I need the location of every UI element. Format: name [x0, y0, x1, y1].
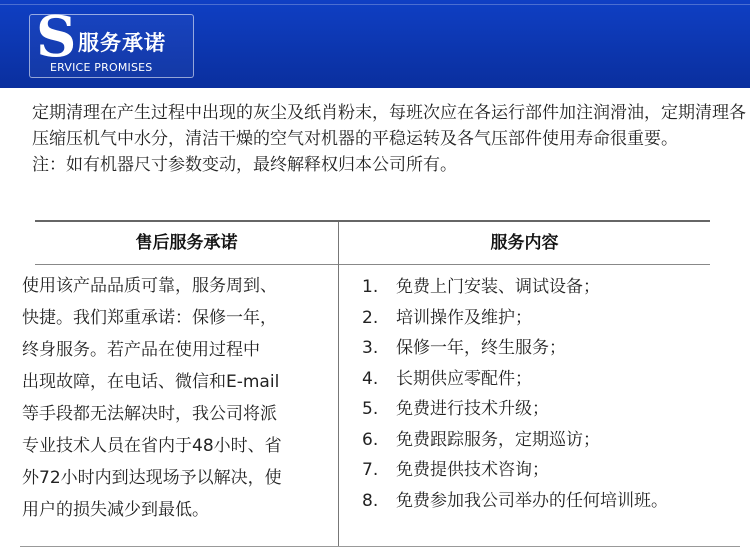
service-item: [362, 303, 742, 334]
after-sales-header: 售后服务承诺: [135, 233, 238, 253]
service-text: 长期供应零配件；: [396, 368, 532, 389]
commitment-line: 使用该产品品质可靠，服务周到、: [22, 276, 277, 296]
commitment-line: 外72小时内到达现场予以解决，使: [22, 468, 282, 488]
service-number: 2.: [362, 307, 379, 328]
commitment-line: 等手段都无法解决时，我公司将派: [22, 404, 277, 424]
service-text: 免费跟踪服务，定期巡访；: [396, 429, 600, 450]
logo-title-en: ERVICE PROMISES: [50, 61, 153, 74]
service-list: [362, 272, 742, 516]
service-text: 培训操作及维护；: [396, 307, 532, 328]
service-item: [362, 455, 742, 486]
service-content-header: 服务内容: [490, 233, 559, 253]
commitment-line: 快捷。我们郑重承诺：保修一年，: [22, 308, 277, 328]
service-item: [362, 425, 742, 456]
commitment-line: 出现故障，在电话、微信和E-mail: [22, 372, 280, 392]
service-number: 8.: [362, 490, 379, 511]
header-banner: [0, 0, 750, 88]
banner-top-line: [0, 4, 750, 5]
service-text: 保修一年，终生服务；: [396, 338, 566, 358]
disclaimer-note: 注：如有机器尺寸参数变动，最终解释权归本公司所有。: [32, 155, 457, 175]
logo-title-cn: 服务承诺: [78, 31, 166, 55]
service-item: [362, 486, 742, 517]
service-item: [362, 394, 742, 425]
service-item: [362, 364, 742, 395]
service-promises-logo: [29, 4, 194, 78]
logo-letter: S: [36, 4, 77, 70]
service-number: 7.: [362, 460, 379, 480]
service-text: 免费提供技术咨询；: [396, 460, 549, 480]
table-header-rule: [35, 264, 710, 265]
service-text: 免费进行技术升级；: [396, 399, 549, 419]
service-number: 3.: [362, 338, 379, 358]
column-divider: [338, 222, 339, 546]
service-item: [362, 272, 742, 303]
service-number: 1.: [362, 277, 379, 297]
service-number: 4.: [362, 368, 379, 389]
commitment-line: 用户的损失减少到最低。: [22, 500, 209, 520]
service-number: 6.: [362, 429, 379, 450]
commitment-line: 专业技术人员在省内于48小时、省: [22, 436, 282, 456]
commitment-line: 终身服务。若产品在使用过程中: [22, 340, 260, 360]
service-text: 免费参加我公司举办的任何培训班。: [396, 490, 668, 511]
maintenance-paragraph: 定期清理在产生过程中出现的灰尘及纸肖粉末，每班次应在各运行部件加注润滑油，定期清理各压缩压机气中水分，清洁干燥的空气对机器的平稳运转及各气压部件使用寿命很重要。: [32, 103, 746, 149]
service-number: 5.: [362, 399, 379, 419]
after-sales-commitment: [22, 270, 334, 526]
service-text: 免费上门安装、调试设备；: [396, 277, 600, 297]
service-item: [362, 333, 742, 364]
intro-text: [32, 100, 747, 178]
table-bottom-rule: [20, 546, 740, 547]
